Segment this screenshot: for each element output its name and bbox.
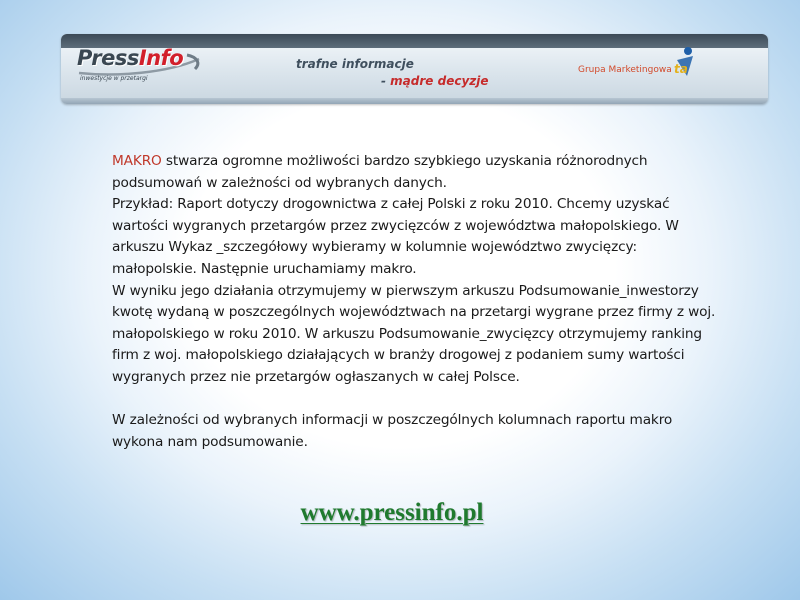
slogan-line-1: trafne informacje [296, 57, 414, 71]
group-logo-text: ta [674, 62, 688, 76]
logo-wordmark [77, 46, 183, 70]
paragraph-2: Przykład: Raport dotyczy drogownictwa z całej Polski z roku 2010. Chcemy uzyskać wartości wygranych przetargów przez zwycięzców z województwa małopolskiego. W arkuszu Wykaz _szczegółowy wybieramy w kolumnie województwo zwycięzcy: małopolskie. Następnie uruchamiamy makro. [112, 196, 679, 277]
group-logo-icon [671, 46, 699, 78]
website-link[interactable]: www.pressinfo.pl [300, 499, 484, 526]
paragraph-4: W zależności od wybranych informacji w poszczególnych kolumnach raportu makro wykona nam podsumowanie. [112, 412, 673, 450]
logo-tagline: inwestycje w przetargi [80, 75, 148, 82]
makro-keyword: MAKRO [112, 153, 162, 169]
pressinfo-logo[interactable] [77, 46, 267, 94]
slogan-line-2-text: mądre decyzje [390, 74, 489, 88]
logo-press-text: Press [77, 46, 139, 70]
paragraph-gap [112, 389, 722, 411]
body-text [112, 151, 722, 453]
header-banner [61, 34, 768, 104]
slogan-line-2 [381, 74, 489, 88]
slogan-dash: - [381, 74, 391, 88]
group-label: Grupa Marketingowa [578, 65, 672, 75]
paragraph-3: W wyniku jego działania otrzymujemy w pierwszym arkuszu Podsumowanie_inwestorzy kwotę wydaną w poszczególnych województwach na przetargi wygrane przez firmy z woj. małopolskiego w roku 2010. W arkuszu Podsumowanie_zwycięzcy otrzymujemy ranking firm z woj. małopolskiego działających w branży drogowej z podaniem sumy wartości wygranych przez nie przetargów ogłaszanych w całej Polsce. [112, 282, 716, 385]
paragraph-1 [112, 151, 722, 194]
logo-info-text: Info [138, 46, 184, 70]
paragraph-1-rest: stwarza ogromne możliwości bardzo szybkiego uzyskania różnorodnych podsumowań w zależności od wybranych danych. [112, 153, 648, 191]
banner-bottom-strip [61, 98, 768, 104]
